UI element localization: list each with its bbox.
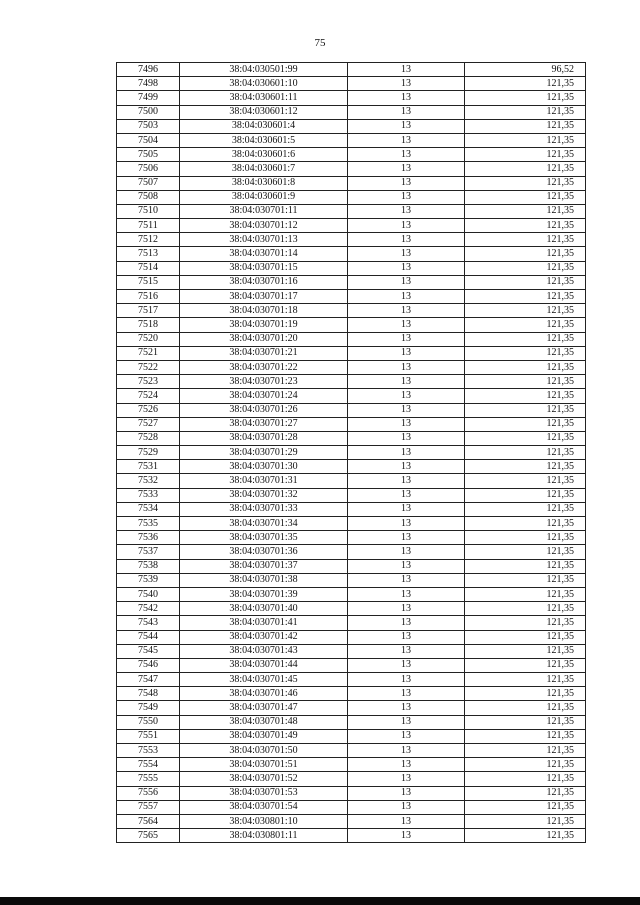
row-number-cell: 7513: [117, 247, 180, 261]
cadastral-number-cell: 38:04:030701:15: [180, 261, 348, 275]
table-row: [117, 346, 586, 360]
cadastral-number-cell: 38:04:030701:24: [180, 389, 348, 403]
cadastral-number-cell: 38:04:030701:36: [180, 545, 348, 559]
area-cell: 121,35: [465, 517, 586, 531]
area-cell: 121,35: [465, 673, 586, 687]
zone-code-cell: 13: [348, 119, 465, 133]
table-row: [117, 176, 586, 190]
area-cell: 121,35: [465, 233, 586, 247]
area-cell: 121,35: [465, 219, 586, 233]
row-number-cell: 7549: [117, 701, 180, 715]
zone-code-cell: 13: [348, 318, 465, 332]
table-row: [117, 389, 586, 403]
area-cell: 121,35: [465, 417, 586, 431]
cadastral-number-cell: 38:04:030601:4: [180, 119, 348, 133]
cadastral-number-cell: 38:04:030601:5: [180, 133, 348, 147]
zone-code-cell: 13: [348, 829, 465, 843]
zone-code-cell: 13: [348, 673, 465, 687]
table-row: [117, 332, 586, 346]
row-number-cell: 7511: [117, 219, 180, 233]
row-number-cell: 7520: [117, 332, 180, 346]
table-row: [117, 502, 586, 516]
cadastral-number-cell: 38:04:030701:43: [180, 644, 348, 658]
cadastral-number-cell: 38:04:030701:46: [180, 687, 348, 701]
table-row: [117, 431, 586, 445]
table-row: [117, 658, 586, 672]
table-row: [117, 488, 586, 502]
zone-code-cell: 13: [348, 772, 465, 786]
zone-code-cell: 13: [348, 814, 465, 828]
area-cell: 121,35: [465, 829, 586, 843]
table-row: [117, 360, 586, 374]
cadastral-number-cell: 38:04:030701:11: [180, 204, 348, 218]
zone-code-cell: 13: [348, 474, 465, 488]
area-cell: 121,35: [465, 701, 586, 715]
zone-code-cell: 13: [348, 133, 465, 147]
table-row: [117, 119, 586, 133]
row-number-cell: 7514: [117, 261, 180, 275]
table-row: [117, 829, 586, 843]
zone-code-cell: 13: [348, 687, 465, 701]
zone-code-cell: 13: [348, 360, 465, 374]
zone-code-cell: 13: [348, 502, 465, 516]
row-number-cell: 7531: [117, 460, 180, 474]
cadastral-number-cell: 38:04:030701:51: [180, 758, 348, 772]
table-row: [117, 219, 586, 233]
area-cell: 121,35: [465, 488, 586, 502]
cadastral-number-cell: 38:04:030701:32: [180, 488, 348, 502]
area-cell: 121,35: [465, 346, 586, 360]
area-cell: 121,35: [465, 658, 586, 672]
area-cell: 121,35: [465, 304, 586, 318]
zone-code-cell: 13: [348, 375, 465, 389]
table-row: [117, 687, 586, 701]
cadastral-number-cell: 38:04:030701:53: [180, 786, 348, 800]
table-row: [117, 744, 586, 758]
cadastral-number-cell: 38:04:030701:50: [180, 744, 348, 758]
area-cell: 121,35: [465, 133, 586, 147]
area-cell: 121,35: [465, 715, 586, 729]
table-row: [117, 375, 586, 389]
cadastral-number-cell: 38:04:030701:41: [180, 616, 348, 630]
table-row: [117, 573, 586, 587]
area-cell: 121,35: [465, 275, 586, 289]
cadastral-number-cell: 38:04:030801:10: [180, 814, 348, 828]
table-row: [117, 133, 586, 147]
table-row: [117, 105, 586, 119]
row-number-cell: 7496: [117, 63, 180, 77]
cadastral-number-cell: 38:04:030701:34: [180, 517, 348, 531]
table-row: [117, 162, 586, 176]
table-row: [117, 275, 586, 289]
table-row: [117, 800, 586, 814]
zone-code-cell: 13: [348, 431, 465, 445]
zone-code-cell: 13: [348, 247, 465, 261]
row-number-cell: 7551: [117, 729, 180, 743]
area-cell: 121,35: [465, 474, 586, 488]
cadastral-number-cell: 38:04:030701:29: [180, 446, 348, 460]
area-cell: 121,35: [465, 687, 586, 701]
row-number-cell: 7521: [117, 346, 180, 360]
table-row: [117, 630, 586, 644]
zone-code-cell: 13: [348, 729, 465, 743]
area-cell: 121,35: [465, 190, 586, 204]
cadastral-number-cell: 38:04:030701:35: [180, 531, 348, 545]
table-row: [117, 616, 586, 630]
zone-code-cell: 13: [348, 204, 465, 218]
table-row: [117, 261, 586, 275]
cadastral-number-cell: 38:04:030601:11: [180, 91, 348, 105]
row-number-cell: 7544: [117, 630, 180, 644]
cadastral-number-cell: 38:04:030701:19: [180, 318, 348, 332]
zone-code-cell: 13: [348, 261, 465, 275]
table-row: [117, 531, 586, 545]
area-cell: 121,35: [465, 814, 586, 828]
row-number-cell: 7524: [117, 389, 180, 403]
row-number-cell: 7504: [117, 133, 180, 147]
cadastral-number-cell: 38:04:030501:99: [180, 63, 348, 77]
area-cell: 121,35: [465, 318, 586, 332]
row-number-cell: 7506: [117, 162, 180, 176]
page-number: 75: [314, 37, 326, 49]
zone-code-cell: 13: [348, 715, 465, 729]
area-cell: 121,35: [465, 261, 586, 275]
area-cell: 121,35: [465, 545, 586, 559]
zone-code-cell: 13: [348, 332, 465, 346]
cadastral-number-cell: 38:04:030701:28: [180, 431, 348, 445]
table-row: [117, 91, 586, 105]
row-number-cell: 7527: [117, 417, 180, 431]
cadastral-number-cell: 38:04:030701:39: [180, 587, 348, 601]
table-row: [117, 417, 586, 431]
area-cell: 121,35: [465, 446, 586, 460]
row-number-cell: 7545: [117, 644, 180, 658]
zone-code-cell: 13: [348, 275, 465, 289]
row-number-cell: 7503: [117, 119, 180, 133]
area-cell: 121,35: [465, 105, 586, 119]
zone-code-cell: 13: [348, 616, 465, 630]
area-cell: 121,35: [465, 247, 586, 261]
row-number-cell: 7557: [117, 800, 180, 814]
area-cell: 121,35: [465, 602, 586, 616]
cadastral-number-cell: 38:04:030701:30: [180, 460, 348, 474]
cadastral-number-cell: 38:04:030701:42: [180, 630, 348, 644]
area-cell: 121,35: [465, 375, 586, 389]
zone-code-cell: 13: [348, 602, 465, 616]
row-number-cell: 7522: [117, 360, 180, 374]
row-number-cell: 7500: [117, 105, 180, 119]
cadastral-number-cell: 38:04:030701:40: [180, 602, 348, 616]
zone-code-cell: 13: [348, 559, 465, 573]
cadastral-number-cell: 38:04:030701:37: [180, 559, 348, 573]
area-cell: 121,35: [465, 204, 586, 218]
table-row: [117, 814, 586, 828]
area-cell: 96,52: [465, 63, 586, 77]
table-row: [117, 758, 586, 772]
table-row: [117, 403, 586, 417]
zone-code-cell: 13: [348, 758, 465, 772]
table-row: [117, 545, 586, 559]
table-row: [117, 701, 586, 715]
row-number-cell: 7536: [117, 531, 180, 545]
row-number-cell: 7535: [117, 517, 180, 531]
area-cell: 121,35: [465, 587, 586, 601]
area-cell: 121,35: [465, 460, 586, 474]
zone-code-cell: 13: [348, 701, 465, 715]
area-cell: 121,35: [465, 573, 586, 587]
table-row: [117, 715, 586, 729]
zone-code-cell: 13: [348, 460, 465, 474]
zone-code-cell: 13: [348, 587, 465, 601]
table-row: [117, 587, 586, 601]
table-row: [117, 729, 586, 743]
zone-code-cell: 13: [348, 233, 465, 247]
zone-code-cell: 13: [348, 176, 465, 190]
cadastral-number-cell: 38:04:030701:44: [180, 658, 348, 672]
zone-code-cell: 13: [348, 63, 465, 77]
area-cell: 121,35: [465, 559, 586, 573]
row-number-cell: 7550: [117, 715, 180, 729]
table-row: [117, 644, 586, 658]
row-number-cell: 7526: [117, 403, 180, 417]
row-number-cell: 7518: [117, 318, 180, 332]
cadastral-number-cell: 38:04:030801:11: [180, 829, 348, 843]
table-row: [117, 204, 586, 218]
row-number-cell: 7499: [117, 91, 180, 105]
area-cell: 121,35: [465, 729, 586, 743]
cadastral-number-cell: 38:04:030701:21: [180, 346, 348, 360]
table-row: [117, 517, 586, 531]
cadastral-number-cell: 38:04:030701:17: [180, 290, 348, 304]
row-number-cell: 7547: [117, 673, 180, 687]
cadastral-number-cell: 38:04:030701:13: [180, 233, 348, 247]
cadastral-number-cell: 38:04:030701:16: [180, 275, 348, 289]
area-cell: 121,35: [465, 616, 586, 630]
cadastral-number-cell: 38:04:030601:12: [180, 105, 348, 119]
cadastral-number-cell: 38:04:030701:49: [180, 729, 348, 743]
zone-code-cell: 13: [348, 744, 465, 758]
zone-code-cell: 13: [348, 290, 465, 304]
area-cell: 121,35: [465, 176, 586, 190]
table-row: [117, 318, 586, 332]
zone-code-cell: 13: [348, 644, 465, 658]
scan-bottom-edge: [0, 897, 640, 905]
table-row: [117, 602, 586, 616]
table-row: [117, 474, 586, 488]
area-cell: 121,35: [465, 290, 586, 304]
cadastral-number-cell: 38:04:030601:10: [180, 77, 348, 91]
row-number-cell: 7537: [117, 545, 180, 559]
cadastral-number-cell: 38:04:030701:14: [180, 247, 348, 261]
row-number-cell: 7538: [117, 559, 180, 573]
cadastral-number-cell: 38:04:030601:6: [180, 148, 348, 162]
cadastral-number-cell: 38:04:030701:23: [180, 375, 348, 389]
row-number-cell: 7539: [117, 573, 180, 587]
row-number-cell: 7534: [117, 502, 180, 516]
area-cell: 121,35: [465, 758, 586, 772]
zone-code-cell: 13: [348, 219, 465, 233]
zone-code-cell: 13: [348, 304, 465, 318]
cadastral-number-cell: 38:04:030701:33: [180, 502, 348, 516]
cadastral-number-cell: 38:04:030701:38: [180, 573, 348, 587]
row-number-cell: 7498: [117, 77, 180, 91]
table-row: [117, 673, 586, 687]
zone-code-cell: 13: [348, 389, 465, 403]
area-cell: 121,35: [465, 786, 586, 800]
zone-code-cell: 13: [348, 800, 465, 814]
area-cell: 121,35: [465, 91, 586, 105]
row-number-cell: 7529: [117, 446, 180, 460]
table-row: [117, 233, 586, 247]
table-row: [117, 290, 586, 304]
cadastral-number-cell: 38:04:030701:48: [180, 715, 348, 729]
zone-code-cell: 13: [348, 545, 465, 559]
area-cell: 121,35: [465, 119, 586, 133]
table-row: [117, 446, 586, 460]
table-row: [117, 786, 586, 800]
row-number-cell: 7523: [117, 375, 180, 389]
zone-code-cell: 13: [348, 417, 465, 431]
row-number-cell: 7546: [117, 658, 180, 672]
cadastral-number-cell: 38:04:030601:8: [180, 176, 348, 190]
cadastral-number-cell: 38:04:030601:9: [180, 190, 348, 204]
row-number-cell: 7542: [117, 602, 180, 616]
table-row: [117, 247, 586, 261]
zone-code-cell: 13: [348, 105, 465, 119]
area-cell: 121,35: [465, 744, 586, 758]
zone-code-cell: 13: [348, 91, 465, 105]
zone-code-cell: 13: [348, 190, 465, 204]
area-cell: 121,35: [465, 502, 586, 516]
area-cell: 121,35: [465, 332, 586, 346]
area-cell: 121,35: [465, 148, 586, 162]
area-cell: 121,35: [465, 403, 586, 417]
zone-code-cell: 13: [348, 573, 465, 587]
table-row: [117, 772, 586, 786]
zone-code-cell: 13: [348, 786, 465, 800]
area-cell: 121,35: [465, 77, 586, 91]
area-cell: 121,35: [465, 644, 586, 658]
row-number-cell: 7510: [117, 204, 180, 218]
cadastral-number-cell: 38:04:030701:27: [180, 417, 348, 431]
zone-code-cell: 13: [348, 488, 465, 502]
row-number-cell: 7543: [117, 616, 180, 630]
table-row: [117, 559, 586, 573]
area-cell: 121,35: [465, 389, 586, 403]
area-cell: 121,35: [465, 360, 586, 374]
row-number-cell: 7512: [117, 233, 180, 247]
row-number-cell: 7555: [117, 772, 180, 786]
zone-code-cell: 13: [348, 446, 465, 460]
zone-code-cell: 13: [348, 162, 465, 176]
cadastral-number-cell: 38:04:030701:18: [180, 304, 348, 318]
table-row: [117, 63, 586, 77]
cadastral-number-cell: 38:04:030701:22: [180, 360, 348, 374]
row-number-cell: 7507: [117, 176, 180, 190]
row-number-cell: 7528: [117, 431, 180, 445]
cadastral-number-cell: 38:04:030701:47: [180, 701, 348, 715]
cadastral-number-cell: 38:04:030701:45: [180, 673, 348, 687]
registry-table-body: [117, 63, 586, 843]
cadastral-number-cell: 38:04:030701:26: [180, 403, 348, 417]
row-number-cell: 7532: [117, 474, 180, 488]
zone-code-cell: 13: [348, 403, 465, 417]
table-row: [117, 304, 586, 318]
zone-code-cell: 13: [348, 531, 465, 545]
row-number-cell: 7515: [117, 275, 180, 289]
row-number-cell: 7565: [117, 829, 180, 843]
area-cell: 121,35: [465, 800, 586, 814]
row-number-cell: 7564: [117, 814, 180, 828]
registry-table: [116, 62, 586, 843]
cadastral-number-cell: 38:04:030601:7: [180, 162, 348, 176]
cadastral-number-cell: 38:04:030701:20: [180, 332, 348, 346]
row-number-cell: 7505: [117, 148, 180, 162]
row-number-cell: 7533: [117, 488, 180, 502]
row-number-cell: 7554: [117, 758, 180, 772]
zone-code-cell: 13: [348, 148, 465, 162]
area-cell: 121,35: [465, 531, 586, 545]
row-number-cell: 7516: [117, 290, 180, 304]
zone-code-cell: 13: [348, 517, 465, 531]
area-cell: 121,35: [465, 630, 586, 644]
area-cell: 121,35: [465, 772, 586, 786]
zone-code-cell: 13: [348, 630, 465, 644]
zone-code-cell: 13: [348, 346, 465, 360]
table-row: [117, 460, 586, 474]
cadastral-number-cell: 38:04:030701:52: [180, 772, 348, 786]
area-cell: 121,35: [465, 431, 586, 445]
cadastral-number-cell: 38:04:030701:12: [180, 219, 348, 233]
area-cell: 121,35: [465, 162, 586, 176]
table-row: [117, 190, 586, 204]
table-row: [117, 77, 586, 91]
zone-code-cell: 13: [348, 77, 465, 91]
row-number-cell: 7540: [117, 587, 180, 601]
cadastral-number-cell: 38:04:030701:31: [180, 474, 348, 488]
row-number-cell: 7556: [117, 786, 180, 800]
row-number-cell: 7508: [117, 190, 180, 204]
row-number-cell: 7553: [117, 744, 180, 758]
table-row: [117, 148, 586, 162]
zone-code-cell: 13: [348, 658, 465, 672]
row-number-cell: 7548: [117, 687, 180, 701]
row-number-cell: 7517: [117, 304, 180, 318]
cadastral-number-cell: 38:04:030701:54: [180, 800, 348, 814]
